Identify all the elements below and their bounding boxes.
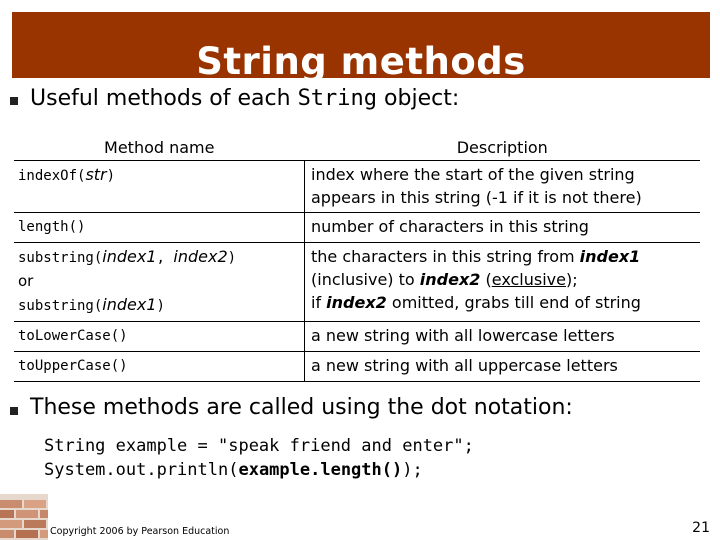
method-code: length() [18,219,86,235]
table-row [14,322,700,352]
method-or: or [18,272,34,290]
method-indexof [14,161,305,213]
method-arg: str [85,165,107,184]
desc-text: if [311,293,327,312]
method-code: toLowerCase() [18,328,128,344]
desc-length [305,213,701,243]
bullet-2: These methods are called using the dot notation: [30,395,573,420]
desc-emph: index2 [326,293,387,312]
method-arg: index2 [173,247,228,266]
footer-brick-image [0,494,48,540]
method-arg: index1 [102,295,157,314]
slide-title: String methods [196,40,526,83]
code-bold-text: example.length() [238,460,403,480]
desc-text: (inclusive) to [311,270,420,289]
copyright-text: Copyright 2006 by Pearson Education [50,526,230,537]
method-code: substring( [18,298,103,314]
table-row [14,243,700,322]
desc-text: the characters in this string from [311,247,580,266]
table-row [14,352,700,382]
desc-text: omitted, grabs till end of string [386,293,641,312]
method-code: , [156,250,174,266]
code-text: ); [402,460,423,480]
desc-indexof [305,161,701,213]
desc-line: index where the start of the given string [311,165,635,184]
method-length [14,213,305,243]
method-substring [14,243,305,322]
desc-touppercase [305,352,701,382]
bullet-1 [30,86,459,111]
code-line-2 [44,458,474,482]
header-method-name: Method name [104,138,215,157]
desc-text: ( [480,270,492,289]
bullet-square-icon [10,407,18,415]
method-code: ) [106,168,116,184]
methods-table [14,136,700,382]
method-touppercase [14,352,305,382]
desc-line: number of characters in this string [311,217,589,236]
desc-substring [305,243,701,322]
method-code: substring( [18,250,103,266]
desc-line: appears in this string (-1 if it is not there) [311,188,642,207]
desc-emph: index1 [579,247,641,266]
title-bar [12,12,710,83]
table-row [14,161,700,213]
method-tolowercase [14,322,305,352]
code-example [44,434,474,482]
method-code: indexOf( [18,168,86,184]
method-code: ) [156,298,165,314]
desc-line: a new string with all lowercase letters [311,326,615,345]
header-description: Description [456,138,548,157]
method-arg: index1 [102,247,157,266]
desc-text: ); [565,270,578,289]
method-code: ) [227,250,237,266]
bullet-1-code: String [297,86,378,111]
desc-emph: index2 [419,270,481,289]
bullet-1-text-after: object: [377,86,460,111]
desc-line: a new string with all uppercase letters [311,356,618,375]
desc-underline: exclusive [491,270,566,289]
table-row [14,213,700,243]
method-code: toUpperCase() [18,358,128,374]
bullet-1-text-before: Useful methods of each [30,86,298,111]
page-number: 21 [692,520,710,536]
code-text: System.out.println( [44,460,239,480]
desc-tolowercase [305,322,701,352]
code-line-1: String example = "speak friend and enter"; [44,436,474,456]
bullet-square-icon [10,97,18,105]
